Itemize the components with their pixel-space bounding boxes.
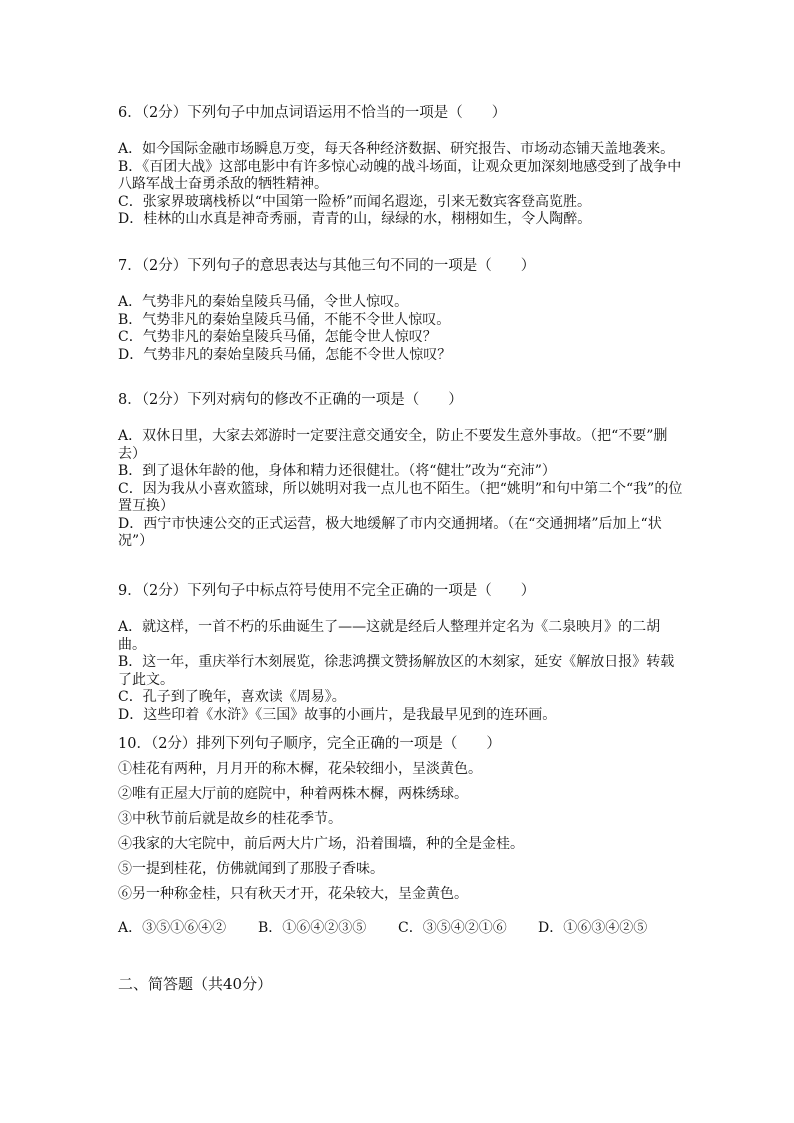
sentence-2: ②唯有正屋大厅前的庭院中，种着两株木樨，两株绣球。	[118, 786, 468, 802]
section-title: 二、简答题（共40分）	[118, 975, 273, 993]
option-list	[118, 294, 688, 364]
question-stem: 7．（2分）下列句子的意思表达与其他三句不同的一项是（ ）	[118, 258, 536, 274]
question-8	[118, 390, 688, 551]
option-a: A．双休日里，大家去郊游时一定要注意交通安全，防止不要发生意外事故。（把“不要”删去）	[118, 428, 668, 462]
sentence-5: ⑤一提到桂花，仿佛就闻到了那股子香味。	[118, 861, 384, 877]
option-list	[118, 141, 688, 229]
choice-d: D．①⑥③④②⑤	[538, 920, 648, 936]
option-b: B．气势非凡的秦始皇陵兵马俑，不能不令世人惊叹。	[118, 311, 451, 328]
choice-a: A．③⑤①⑥④②	[118, 920, 227, 936]
option-b: B．这一年，重庆举行木刻展览，徐悲鸿撰文赞扬解放区的木刻家，延安《解放日报》转载了此文。	[118, 654, 675, 688]
question-10	[118, 734, 688, 938]
option-d: D．气势非凡的秦始皇陵兵马俑，怎能不令世人惊叹？	[118, 346, 452, 363]
option-c: C．孔子到了晚年，喜欢读《周易》。	[118, 689, 346, 705]
sentence-6: ⑥另一种称金桂，只有秋天才开，花朵较大，呈金黄色。	[118, 886, 468, 902]
question-7	[118, 256, 688, 364]
question-stem: 6．（2分）下列句子中加点词语运用不恰当的一项是（ ）	[118, 105, 507, 121]
choice-row	[118, 918, 688, 938]
sentence-list	[118, 757, 688, 907]
option-c: C．气势非凡的秦始皇陵兵马俑，怎能令世人惊叹？	[118, 329, 437, 345]
choice-b: B．①⑥④②③⑤	[258, 920, 367, 936]
question-9	[118, 581, 688, 724]
question-stem: 8．（2分）下列对病句的修改不正确的一项是（ ）	[118, 392, 463, 408]
question-stem: 9．（2分）下列句子中标点符号使用不完全正确的一项是（ ）	[118, 583, 536, 599]
option-list	[118, 619, 688, 724]
option-a: A．如今国际金融市场瞬息万变，每天各种经济数据、研究报告、市场动态铺天盖地袭来。	[118, 141, 675, 157]
option-list	[118, 428, 688, 551]
option-a: A．就这样，一首不朽的乐曲诞生了——这就是经后人整理并定名为《二泉映月》的二胡曲。	[118, 619, 661, 653]
option-c: C．张家界玻璃栈桥以“中国第一险桥”而闻名遐迩，引来无数宾客登高览胜。	[118, 193, 592, 210]
option-c: C．因为我从小喜欢篮球，所以姚明对我一点儿也不陌生。（把“姚明”和句中第二个“我”的位置互换）	[118, 480, 683, 514]
option-d: D．西宁市快速公交的正式运营，极大地缓解了市内交通拥堵。（在“交通拥堵”后加上“状况”）	[118, 515, 662, 549]
choice-c: C．③⑤④②①⑥	[398, 920, 507, 936]
option-d: D．这些印着《水浒》《三国》故事的小画片，是我最早见到的连环画。	[118, 706, 557, 723]
option-b: B．《百团大战》这部电影中有许多惊心动魄的战斗场面，让观众更加深刻地感受到了战争中八路军战士奋勇杀敌的牺牲精神。	[118, 158, 682, 192]
sentence-4: ④我家的大宅院中，前后两大片广场，沿着围墙，种的全是金桂。	[118, 836, 524, 852]
sentence-1: ①桂花有两种，月月开的称木樨，花朵较细小，呈淡黄色。	[118, 761, 482, 777]
question-stem: 10．（2分）排列下列句子顺序，完全正确的一项是（ ）	[118, 736, 501, 752]
sentence-3: ③中秋节前后就是故乡的桂花季节。	[118, 811, 342, 827]
option-a: A．气势非凡的秦始皇陵兵马俑，令世人惊叹。	[118, 294, 409, 310]
option-d: D．桂林的山水真是神奇秀丽，青青的山，绿绿的水，栩栩如生，令人陶醉。	[118, 211, 592, 227]
question-6	[118, 103, 688, 229]
option-b: B．到了退休年龄的他，身体和精力还很健壮。（将“健壮”改为“充沛”）	[118, 463, 556, 479]
